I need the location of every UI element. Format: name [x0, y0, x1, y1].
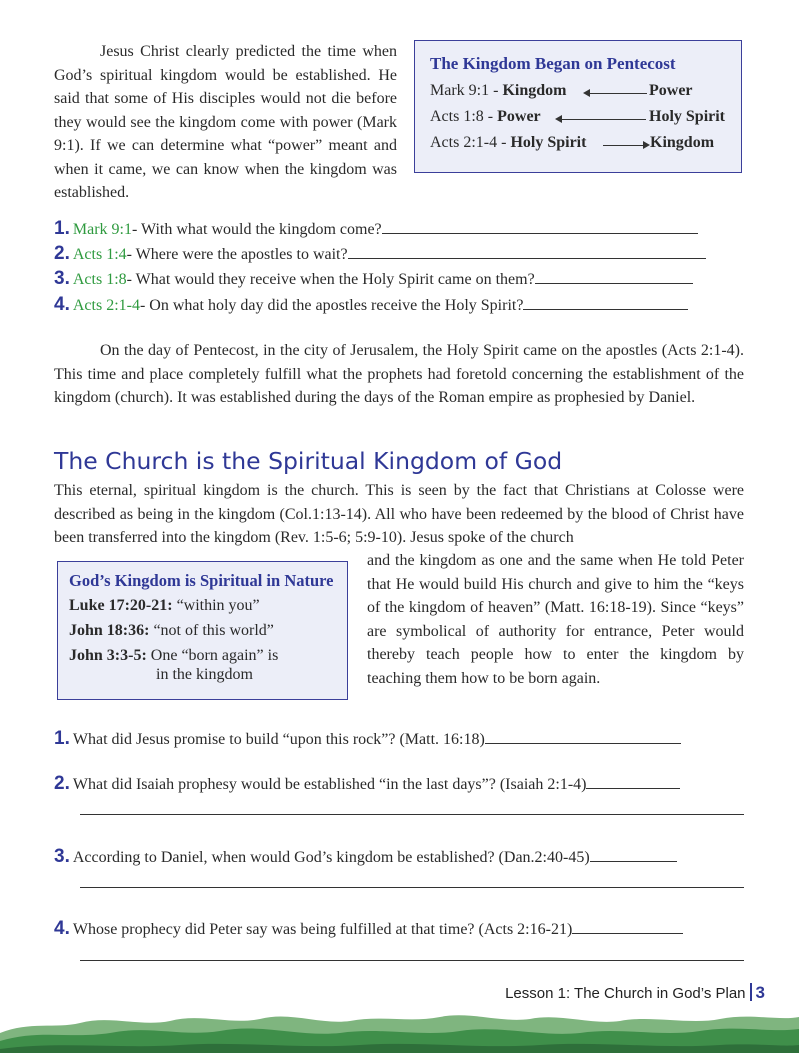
answer-line[interactable]: [586, 774, 680, 789]
question-text: - With what would the kingdom come?: [131, 221, 382, 238]
answer-line[interactable]: [382, 219, 698, 234]
kb-from: Holy Spirit: [510, 134, 587, 151]
arrow-left-icon: [585, 93, 647, 94]
pentecost-paragraph: On the day of Pentecost, in the city of Jerusalem, the Holy Spirit came on the apostles (Acts 2:1-4). This time and place completely fulfill what the prophets had foretold concerning the establishment of the kingdom (church). It was established during the days of the Roman empire as prophesied by Daniel.: [54, 342, 744, 406]
answer-line[interactable]: [348, 244, 706, 259]
answer-line[interactable]: [535, 269, 693, 284]
answer-line[interactable]: [590, 847, 677, 862]
spiritual-box-title: God’s Kingdom is Spiritual in Nature: [69, 571, 334, 590]
spiritual-box-last-line: in the kingdom: [156, 666, 253, 683]
question-b-3: [54, 846, 677, 868]
footer-lesson-title: Lesson 1: The Church in God’s Plan: [505, 985, 746, 1002]
scripture-ref: Acts 1:8: [72, 271, 127, 288]
question-b-2: [54, 773, 680, 795]
scripture-ref: Mark 9:1: [72, 221, 132, 238]
question-number: 3.: [54, 846, 70, 867]
page-footer: [505, 983, 765, 1003]
answer-line[interactable]: [523, 295, 688, 310]
question-number: 1.: [54, 728, 70, 749]
question-a-1: [54, 218, 698, 240]
spiritual-box-row: [69, 597, 260, 615]
kb-from: Power: [497, 108, 541, 125]
hills-decoration-icon: [0, 1003, 799, 1053]
question-b-1: [54, 728, 681, 750]
intro-paragraph: Jesus Christ clearly predicted the time when God’s spiritual kingdom would be established. He said that some of His disciples would not die before they would see the kingdom come with power (Mark 9:1). If we can determine what “power” meant and when it came, we can know when the kingdom was established.: [54, 43, 397, 201]
footer-divider: [750, 983, 752, 1001]
kingdom-box-row: [430, 134, 586, 152]
question-a-2: [54, 243, 706, 265]
church-paragraph-side: and the kingdom as one and the same when He told Peter that He would build His church and give to him the “keys of the kingdom of heaven” (Matt. 16:18-19). Since “keys” are symbolical of authority for entrance, Peter would thereby teach people how to enter the kingdom by teaching them how to be born again.: [367, 552, 744, 687]
question-a-3: [54, 268, 693, 290]
kingdom-began-box: [414, 40, 742, 173]
kb-ref: Acts 2:1-4 -: [430, 134, 511, 151]
kb-to: Power: [649, 82, 693, 99]
kb-from: Kingdom: [502, 82, 567, 99]
page-number: 3: [755, 983, 765, 1002]
question-number: 1.: [54, 218, 70, 239]
answer-line-full[interactable]: [80, 887, 744, 888]
question-text: Whose prophecy did Peter say was being fulfilled at that time? (Acts 2:16-21): [72, 921, 573, 938]
question-text: What did Jesus promise to build “upon this rock”? (Matt. 16:18): [72, 731, 485, 748]
kb-to: Holy Spirit: [649, 108, 726, 125]
box-ref: Luke 17:20-21:: [69, 597, 173, 614]
question-number: 4.: [54, 918, 70, 939]
question-a-4: [54, 294, 688, 316]
box-text: One “born again” is: [146, 647, 279, 664]
kingdom-box-row: [430, 108, 541, 126]
question-text: - On what holy day did the apostles receive the Holy Spirit?: [139, 297, 524, 314]
kingdom-box-row: [430, 82, 566, 100]
box-text: “not of this world”: [149, 622, 274, 639]
question-number: 3.: [54, 268, 70, 289]
scripture-ref: Acts 1:4: [72, 246, 127, 263]
question-text: According to Daniel, when would God’s kingdom be established? (Dan.2:40-45): [72, 849, 590, 866]
answer-line[interactable]: [485, 729, 681, 744]
question-text: - Where were the apostles to wait?: [126, 246, 348, 263]
question-number: 4.: [54, 294, 70, 315]
answer-line[interactable]: [572, 919, 683, 934]
section-heading: The Church is the Spiritual Kingdom of God: [54, 447, 563, 475]
box-text: “within you”: [172, 597, 260, 614]
question-text: What did Isaiah prophesy would be established “in the last days”? (Isaiah 2:1-4): [72, 776, 587, 793]
church-paragraph-top: This eternal, spiritual kingdom is the church. This is seen by the fact that Christians at Colosse were described as being in the kingdom (Col.1:13-14). All who have been redeemed by the blood of Christ have been transferred into the kingdom (Rev. 1:5-6; 5:9-10). Jesus spoke of the church: [54, 482, 744, 546]
answer-line-full[interactable]: [80, 960, 744, 961]
kb-to: Kingdom: [650, 134, 715, 151]
arrow-right-icon: [603, 145, 648, 146]
question-b-4: [54, 918, 683, 940]
question-text: - What would they receive when the Holy Spirit came on them?: [126, 271, 535, 288]
box-ref: John 18:36:: [69, 622, 150, 639]
kb-ref: Acts 1:8 -: [430, 108, 498, 125]
arrow-left-icon: [557, 119, 646, 120]
question-number: 2.: [54, 773, 70, 794]
scripture-ref: Acts 2:1-4: [72, 297, 140, 314]
answer-line-full[interactable]: [80, 814, 744, 815]
question-number: 2.: [54, 243, 70, 264]
spiritual-box-row: [69, 647, 278, 665]
kb-ref: Mark 9:1 -: [430, 82, 503, 99]
box-ref: John 3:3-5:: [69, 647, 147, 664]
spiritual-nature-box: [57, 561, 348, 700]
kingdom-box-title: The Kingdom Began on Pentecost: [430, 54, 676, 73]
spiritual-box-row: [69, 622, 274, 640]
